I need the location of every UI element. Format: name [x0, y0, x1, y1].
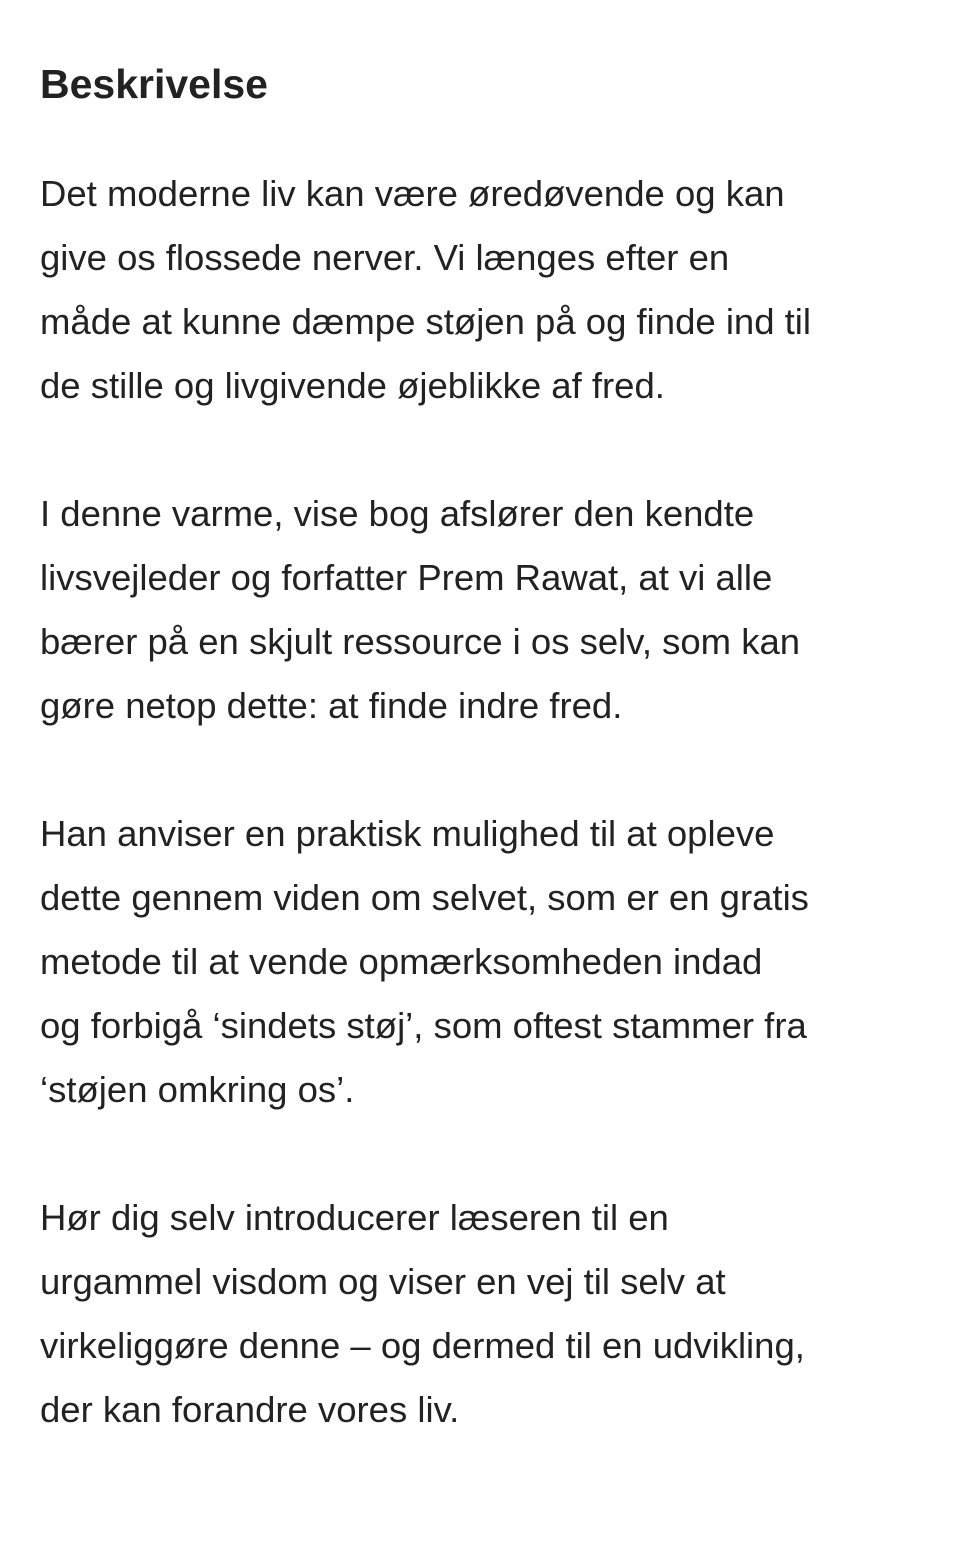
description-paragraph — [40, 482, 930, 738]
paragraph-line: Hør dig selv introducerer læseren til en — [40, 1197, 669, 1238]
paragraph-line: gøre netop dette: at finde indre fred. — [40, 685, 623, 726]
paragraph-line: de stille og livgivende øjeblikke af fred. — [40, 365, 665, 406]
paragraph-line: virkeliggøre denne – og dermed til en udvikling, — [40, 1325, 805, 1366]
paragraph-line: bærer på en skjult ressource i os selv, som kan — [40, 621, 801, 662]
paragraph-line: Han anviser en praktisk mulighed til at opleve — [40, 813, 775, 854]
description-paragraph — [40, 1186, 930, 1442]
description-section — [40, 56, 930, 1442]
description-paragraph — [40, 162, 930, 418]
paragraph-gap — [40, 418, 930, 482]
paragraph-gap — [40, 738, 930, 802]
paragraph-line: dette gennem viden om selvet, som er en gratis — [40, 877, 809, 918]
paragraph-line: give os flossede nerver. Vi længes efter en — [40, 237, 730, 278]
paragraph-gap — [40, 1122, 930, 1186]
description-paragraph — [40, 802, 930, 1122]
section-title: Beskrivelse — [40, 61, 268, 107]
paragraph-line: urgammel visdom og viser en vej til selv at — [40, 1261, 726, 1302]
paragraph-line: livsvejleder og forfatter Prem Rawat, at vi alle — [40, 557, 773, 598]
paragraph-line: Det moderne liv kan være øredøvende og kan — [40, 173, 785, 214]
paragraph-line: der kan forandre vores liv. — [40, 1389, 460, 1430]
paragraph-line: I denne varme, vise bog afslører den kendte — [40, 493, 755, 534]
paragraph-line: og forbigå ‘sindets støj’, som oftest stammer fra — [40, 1005, 807, 1046]
paragraph-line: ‘støjen omkring os’. — [40, 1069, 355, 1110]
paragraph-line: måde at kunne dæmpe støjen på og finde ind til — [40, 301, 812, 342]
description-body — [40, 162, 930, 1442]
paragraph-line: metode til at vende opmærksomheden indad — [40, 941, 763, 982]
